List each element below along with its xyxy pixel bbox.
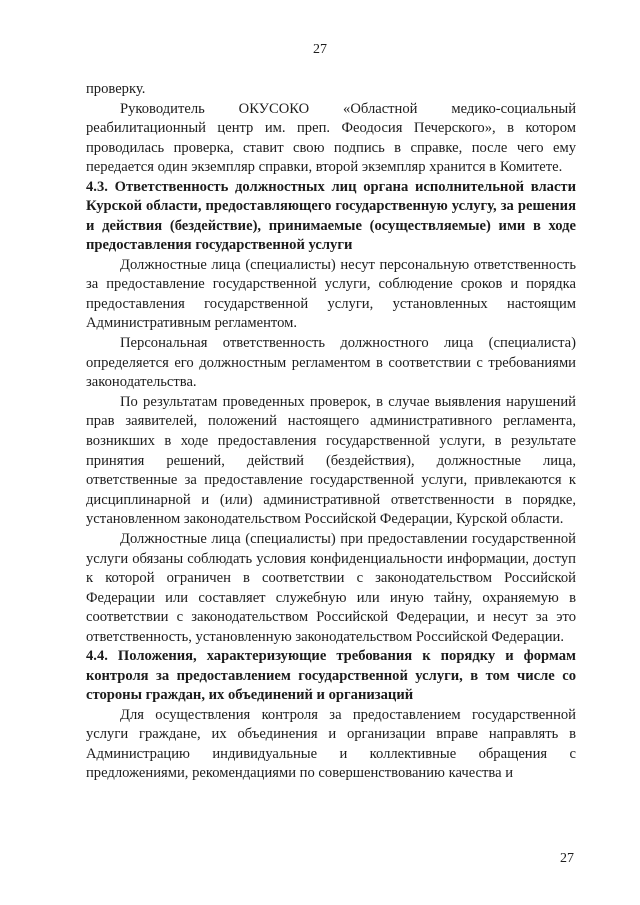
section-heading-4-4: 4.4. Положения, характеризующие требования к порядку и формам контроля за предоставлением государственной услуги, в том числе со стороны граждан, их объединений и организаций (86, 648, 576, 704)
paragraph: Для осуществления контроля за предоставлением государственной услуги граждане, их объединения и организации вправе направлять в Администрацию индивидуальные и коллективные обращения с предложениями, рекомендациями по совершенствованию качества и (86, 706, 576, 782)
paragraph: Должностные лица (специалисты) несут персональную ответственность за предоставление государственной услуги, соблюдение сроков и порядка предоставления государственной услуги, установленных настоящим Административным регламентом. (86, 256, 576, 332)
paragraph: проверку. (86, 81, 146, 97)
page-number-bottom: 27 (560, 851, 574, 866)
paragraph: По результатам проведенных проверок, в случае выявления нарушений прав заявителей, положений настоящего административного регламента, возникших в ходе предоставления государственной услуги, в результате принятия решений, действий (бездействия), должностные лица, ответственные за предоставление государственной услуги, привлекаются к дисциплинарной и (или) административной ответственности в порядке, установленном законодательством Российской Федерации, Курской области. (86, 393, 576, 528)
page-number-top: 27 (313, 42, 327, 57)
paragraph: Персональная ответственность должностного лица (специалиста) определяется его должностным регламентом в соответствии с требованиями законодательства. (86, 334, 576, 391)
paragraph: Руководитель ОКУСОКО «Областной медико-социальный реабилитационный центр им. преп. Феодосия Печерского», в котором проводилась проверка, ставит свою подпись в справке, после чего ему передается один экземпляр справки, второй экземпляр хранится в Комитете. (86, 100, 576, 176)
document-body (86, 80, 576, 784)
paragraph: Должностные лица (специалисты) при предоставлении государственной услуги обязаны соблюдать условия конфиденциальности информации, доступ к которой ограничен в соответствии с законодательством Российской Федерации или составляет служебную или иную тайну, охраняемую в соответствии с законодательством Российской Федерации, и несут за это ответственность, установленную законодательством Российской Федерации. (86, 530, 576, 645)
section-heading-4-3: 4.3. Ответственность должностных лиц органа исполнительной власти Курской области, предоставляющего государственную услугу, за решения и действия (бездействие), принимаемые (осуществляемые) ими в ходе предоставления государственной услуги (86, 178, 576, 254)
